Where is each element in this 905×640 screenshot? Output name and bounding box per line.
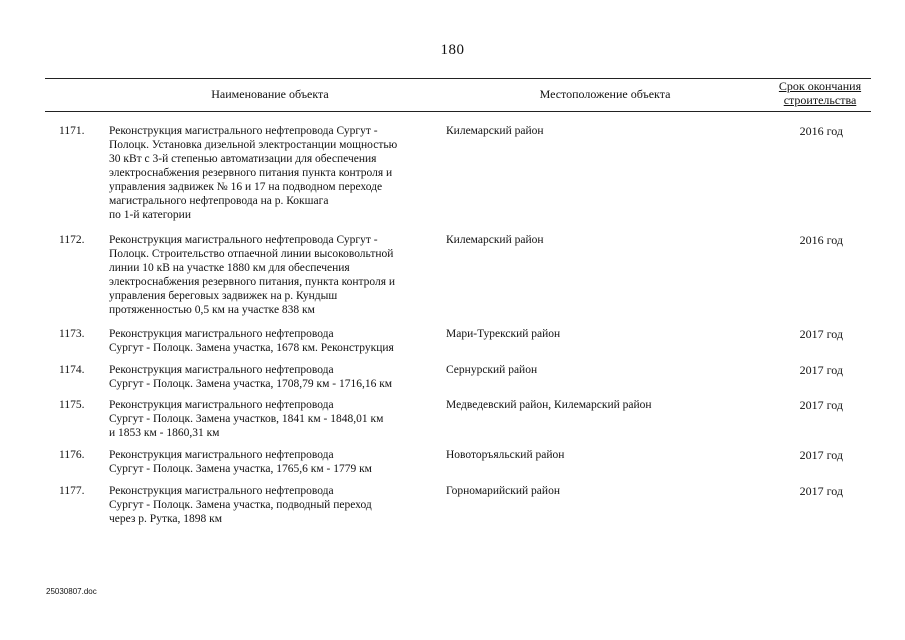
row-year: 2017 год [799,398,843,412]
row-number: 1174. [59,364,85,376]
description-line: электроснабжения резервного питания пункта контроля и [109,167,393,179]
description-line: управления береговых задвижек на р. Кундыш [109,290,338,302]
row-year: 2017 год [799,363,843,377]
description-line: магистрального нефтепровода на р. Кокшага [109,195,329,207]
row-description [109,363,439,391]
description-line: Реконструкция магистрального нефтепровода [109,328,334,340]
description-line: Сургут - Полоцк. Замена участка, 1765,6 км - 1779 км [109,463,372,475]
description-line: Реконструкция магистрального нефтепровода Сургут - [109,125,378,137]
description-line: Полоцк. Установка дизельной электростанции мощностью [109,139,398,151]
description-line: Реконструкция магистрального нефтепровода [109,364,334,376]
description-line: Сургут - Полоцк. Замена участка, 1678 км. Реконструкция [109,342,394,354]
description-line: Сургут - Полоцк. Замена участка, 1708,79 км - 1716,16 км [109,378,393,390]
row-location: Мари-Турекский район [446,328,561,340]
row-year: 2016 год [799,233,843,247]
table-header-bottom-rule [45,111,871,112]
row-description [109,233,439,317]
row-number: 1177. [59,485,85,497]
row-number: 1171. [59,125,85,137]
header-completion-date [772,79,868,107]
row-location: Горномарийский район [446,485,560,497]
description-line: Сургут - Полоцк. Замена участков, 1841 км - 1848,01 км [109,413,384,425]
page-number: 180 [440,42,465,58]
row-location: Новоторъяльский район [446,449,565,461]
description-line: Реконструкция магистрального нефтепровода [109,449,334,461]
row-year: 2017 год [799,327,843,341]
row-number: 1173. [59,328,85,340]
row-number: 1176. [59,449,85,461]
description-line: Реконструкция магистрального нефтепровода [109,485,334,497]
description-line: протяженностью 0,5 км на участке 838 км [109,304,315,316]
row-year: 2017 год [799,484,843,498]
header-object-location: Местоположение объекта [539,87,671,101]
row-description [109,398,439,440]
description-line: Реконструкция магистрального нефтепровода Сургут - [109,234,378,246]
row-location: Килемарский район [446,125,544,137]
row-location: Медведевский район, Килемарский район [446,399,652,411]
description-line: Полоцк. Строительство отпаечной линии высоковольтной [109,248,394,260]
row-location: Сернурский район [446,364,538,376]
description-line: и 1853 км - 1860,31 км [109,427,220,439]
description-line: по 1-й категории [109,209,191,221]
row-description [109,484,439,526]
table-top-rule [45,78,871,79]
row-number: 1175. [59,399,85,411]
description-line: электроснабжения резервного питания, пункта контроля и [109,276,396,288]
row-description [109,448,439,476]
header-object-name: Наименование объекта [211,87,329,101]
row-description [109,124,439,222]
header-completion-date-line1: Срок окончания [778,79,862,93]
row-year: 2016 год [799,124,843,138]
description-line: Сургут - Полоцк. Замена участка, подводный переход [109,499,372,511]
description-line: управления задвижек № 16 и 17 на подводном переходе [109,181,383,193]
description-line: 30 кВт с 3-й степенью автоматизации для обеспечения [109,153,377,165]
row-location: Килемарский район [446,234,544,246]
description-line: через р. Рутка, 1898 км [109,513,222,525]
header-completion-date-line2: строительства [783,93,857,107]
document-filename: 25030807.doc [46,587,97,596]
row-year: 2017 год [799,448,843,462]
row-number: 1172. [59,234,85,246]
row-description [109,327,439,355]
description-line: Реконструкция магистрального нефтепровода [109,399,334,411]
description-line: линии 10 кВ на участке 1880 км для обеспечения [109,262,350,274]
